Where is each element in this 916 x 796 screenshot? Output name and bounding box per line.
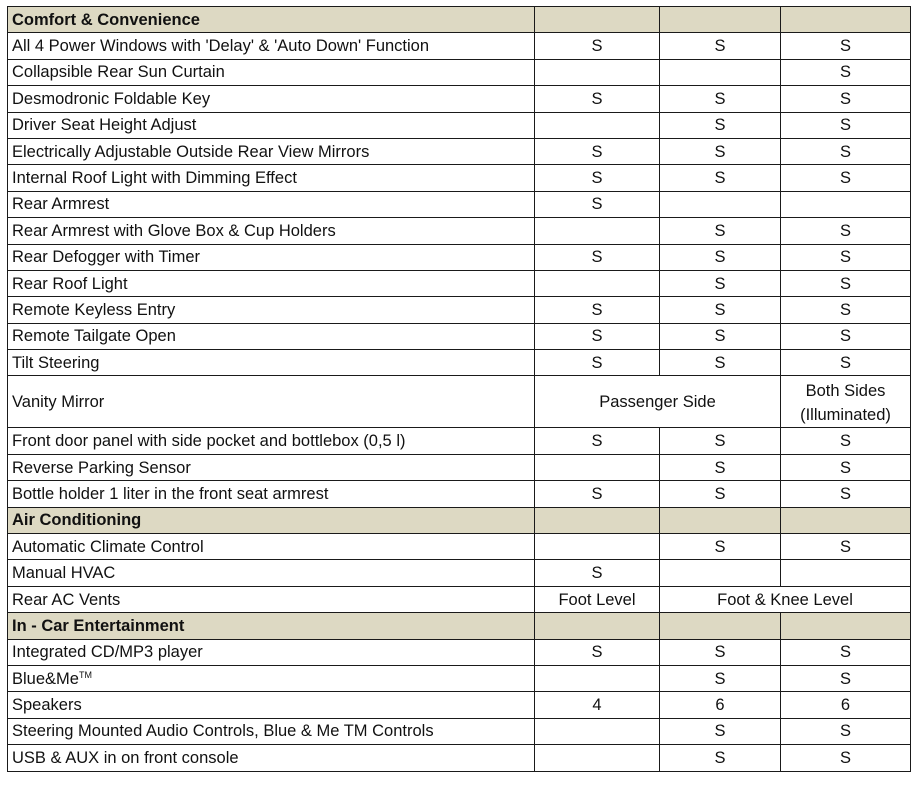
spec-value — [535, 745, 660, 771]
spec-value: S — [781, 165, 911, 191]
feature-name: Collapsible Rear Sun Curtain — [8, 59, 535, 85]
feature-name: Tilt Steering — [8, 350, 535, 376]
feature-name: Front door panel with side pocket and bottlebox (0,5 l) — [8, 428, 535, 454]
section-header-cell — [781, 7, 911, 33]
spec-value — [535, 534, 660, 560]
spec-value: S — [535, 244, 660, 270]
section-title: Comfort & Convenience — [8, 7, 535, 33]
spec-value: S — [660, 323, 781, 349]
table-row — [8, 586, 911, 612]
feature-name: Integrated CD/MP3 player — [8, 639, 535, 665]
spec-value — [660, 191, 781, 217]
feature-name: Vanity Mirror — [8, 376, 535, 428]
spec-value — [781, 191, 911, 217]
feature-name: Rear Roof Light — [8, 270, 535, 296]
spec-value: S — [660, 86, 781, 112]
spec-value: S — [781, 745, 911, 771]
spec-value: S — [781, 33, 911, 59]
spec-value: S — [535, 165, 660, 191]
feature-name: Manual HVAC — [8, 560, 535, 586]
table-row — [8, 350, 911, 376]
spec-value: S — [660, 639, 781, 665]
spec-value: S — [535, 560, 660, 586]
section-title: Air Conditioning — [8, 507, 535, 533]
table-row — [8, 428, 911, 454]
feature-name: Rear Armrest — [8, 191, 535, 217]
spec-value: S — [660, 297, 781, 323]
feature-name-text: Blue&Me — [12, 669, 79, 688]
section-header — [8, 7, 911, 33]
feature-name: All 4 Power Windows with 'Delay' & 'Auto Down' Function — [8, 33, 535, 59]
feature-name: Bottle holder 1 liter in the front seat armrest — [8, 481, 535, 507]
table-row — [8, 86, 911, 112]
table-row — [8, 59, 911, 85]
spec-value: Foot Level — [535, 586, 660, 612]
spec-value: S — [660, 454, 781, 480]
table-row — [8, 297, 911, 323]
section-title: In - Car Entertainment — [8, 613, 535, 639]
spec-value: S — [660, 481, 781, 507]
feature-name: Desmodronic Foldable Key — [8, 86, 535, 112]
section-header-cell — [781, 613, 911, 639]
section-header-cell — [781, 507, 911, 533]
spec-value — [781, 376, 911, 428]
spec-value: S — [781, 138, 911, 164]
table-row — [8, 718, 911, 744]
table-row — [8, 560, 911, 586]
feature-name: Rear Armrest with Glove Box & Cup Holders — [8, 218, 535, 244]
spec-value: S — [660, 428, 781, 454]
feature-name: Electrically Adjustable Outside Rear View Mirrors — [8, 138, 535, 164]
section-header-cell — [535, 507, 660, 533]
spec-value: S — [781, 481, 911, 507]
spec-value: S — [781, 59, 911, 85]
spec-value: S — [660, 112, 781, 138]
spec-value: S — [660, 350, 781, 376]
spec-value: S — [660, 745, 781, 771]
spec-value: S — [535, 297, 660, 323]
spec-value: S — [781, 665, 911, 691]
spec-value — [660, 560, 781, 586]
table-row — [8, 665, 911, 691]
spec-value-merged: Passenger Side — [535, 376, 781, 428]
spec-value: S — [781, 244, 911, 270]
section-header — [8, 613, 911, 639]
spec-value: S — [781, 428, 911, 454]
spec-value-line: Both Sides — [805, 381, 886, 400]
spec-value-merged: Foot & Knee Level — [660, 586, 911, 612]
spec-value: S — [535, 191, 660, 217]
table-row — [8, 454, 911, 480]
spec-value: 6 — [781, 692, 911, 718]
feature-name: Remote Keyless Entry — [8, 297, 535, 323]
spec-value: S — [535, 86, 660, 112]
spec-value: S — [660, 33, 781, 59]
table-row — [8, 112, 911, 138]
spec-table — [7, 6, 911, 772]
feature-name: Reverse Parking Sensor — [8, 454, 535, 480]
table-row — [8, 33, 911, 59]
feature-name: Internal Roof Light with Dimming Effect — [8, 165, 535, 191]
table-row — [8, 244, 911, 270]
spec-value-line: (Illuminated) — [800, 405, 891, 424]
spec-value: S — [781, 86, 911, 112]
section-header-cell — [660, 613, 781, 639]
spec-value: S — [535, 33, 660, 59]
feature-name: Driver Seat Height Adjust — [8, 112, 535, 138]
spec-value: S — [781, 639, 911, 665]
spec-value — [535, 718, 660, 744]
section-header-cell — [660, 7, 781, 33]
spec-value: S — [781, 454, 911, 480]
spec-value: S — [660, 270, 781, 296]
section-header-cell — [535, 7, 660, 33]
section-header-cell — [660, 507, 781, 533]
feature-name: USB & AUX in on front console — [8, 745, 535, 771]
spec-value: S — [660, 534, 781, 560]
spec-value: S — [660, 218, 781, 244]
spec-value: S — [781, 112, 911, 138]
spec-value: S — [535, 350, 660, 376]
table-row — [8, 218, 911, 244]
spec-value — [535, 112, 660, 138]
spec-value: S — [660, 718, 781, 744]
spec-value: S — [781, 218, 911, 244]
table-row — [8, 692, 911, 718]
feature-name: Speakers — [8, 692, 535, 718]
feature-name: Steering Mounted Audio Controls, Blue & Me TM Controls — [8, 718, 535, 744]
table-row — [8, 481, 911, 507]
spec-value: S — [781, 297, 911, 323]
table-row — [8, 534, 911, 560]
spec-value: S — [660, 665, 781, 691]
spec-value: S — [660, 165, 781, 191]
feature-name: Remote Tailgate Open — [8, 323, 535, 349]
spec-value — [535, 665, 660, 691]
table-row — [8, 270, 911, 296]
spec-value — [535, 218, 660, 244]
feature-name: Automatic Climate Control — [8, 534, 535, 560]
spec-value: S — [781, 534, 911, 560]
spec-value — [535, 270, 660, 296]
spec-value — [535, 454, 660, 480]
spec-value: S — [781, 718, 911, 744]
table-row — [8, 191, 911, 217]
spec-value: S — [535, 428, 660, 454]
spec-value: S — [660, 244, 781, 270]
feature-name: Rear AC Vents — [8, 586, 535, 612]
table-row — [8, 745, 911, 771]
table-row — [8, 323, 911, 349]
table-row — [8, 138, 911, 164]
feature-name — [8, 665, 535, 691]
spec-value: S — [781, 350, 911, 376]
spec-value: S — [660, 138, 781, 164]
table-row — [8, 639, 911, 665]
spec-value — [781, 560, 911, 586]
spec-value — [660, 59, 781, 85]
spec-value: S — [535, 481, 660, 507]
section-header-cell — [535, 613, 660, 639]
feature-name: Rear Defogger with Timer — [8, 244, 535, 270]
table-row — [8, 165, 911, 191]
spec-value — [535, 59, 660, 85]
spec-value: 4 — [535, 692, 660, 718]
spec-value: S — [535, 639, 660, 665]
spec-value: S — [535, 138, 660, 164]
trademark-mark: TM — [78, 669, 92, 680]
spec-value: S — [535, 323, 660, 349]
table-row — [8, 376, 911, 428]
spec-value: S — [781, 270, 911, 296]
spec-value: S — [781, 323, 911, 349]
section-header — [8, 507, 911, 533]
spec-value: 6 — [660, 692, 781, 718]
